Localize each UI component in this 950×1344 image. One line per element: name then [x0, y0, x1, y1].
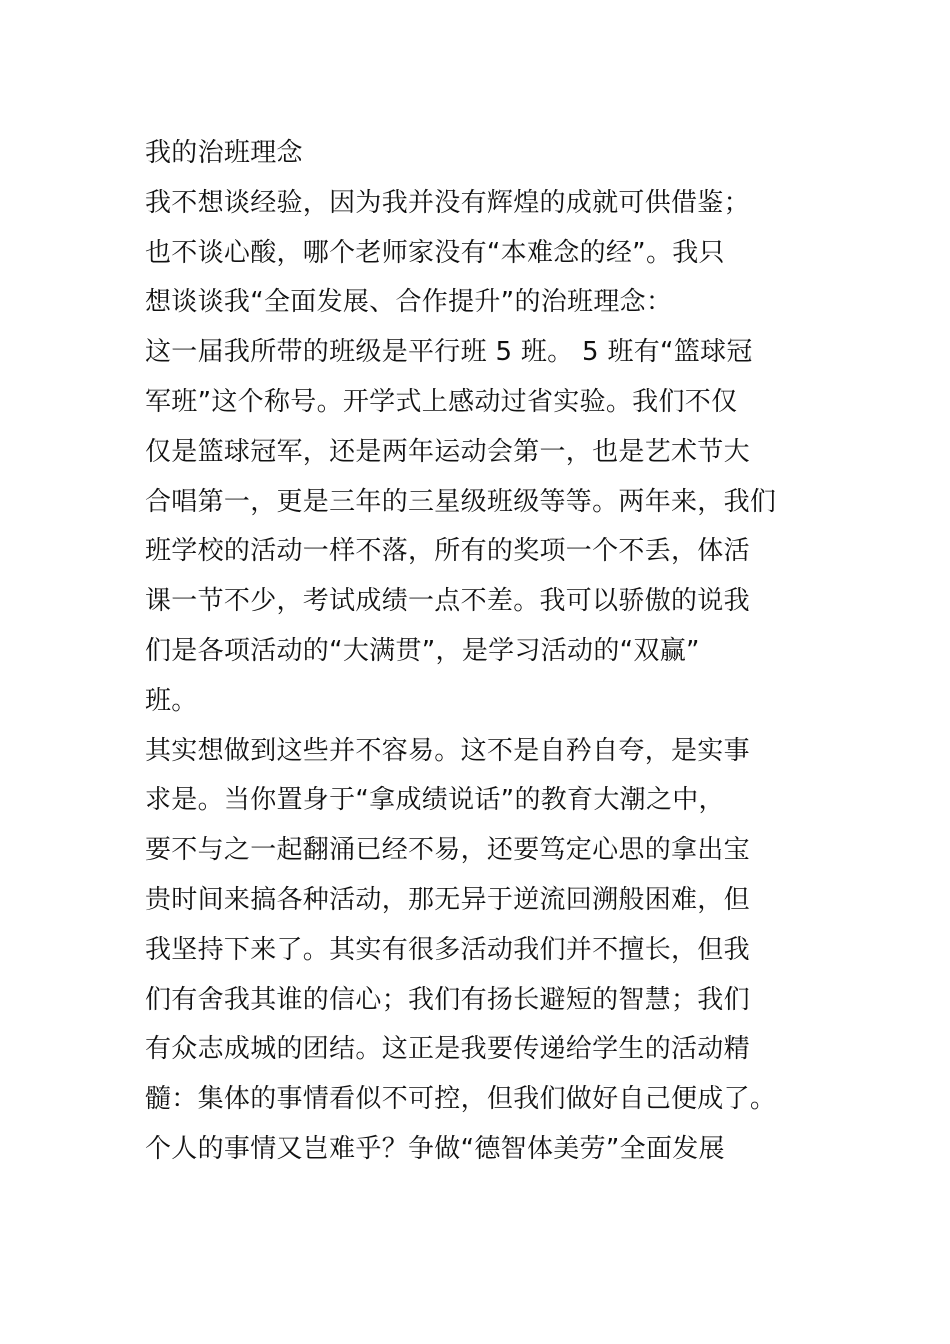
paragraph-line: 合唱第一，更是三年的三星级班级等等。两年来，我们	[145, 486, 777, 517]
paragraph-line: 班。	[145, 685, 198, 716]
paragraph-line: 们有舍我其谁的信心；我们有扬长避短的智慧；我们	[145, 984, 750, 1015]
paragraph-line: 其实想做到这些并不容易。这不是自矜自夸，是实事	[145, 735, 750, 766]
paragraph-line: 们是各项活动的“大满贯”，是学习活动的“双赢”	[145, 635, 700, 666]
document-body	[145, 129, 809, 1175]
paragraph-line: 课一节不少，考试成绩一点不差。我可以骄傲的说我	[145, 586, 750, 617]
paragraph-line: 军班”这个称号。开学式上感动过省实验。我们不仅	[145, 386, 738, 417]
paragraph-line: 要不与之一起翻涌已经不易，还要笃定心思的拿出宝	[145, 835, 750, 866]
paragraph-line: 个人的事情又岂难乎？争做“德智体美劳”全面发展	[145, 1133, 725, 1164]
paragraph-line: 这一届我所带的班级是平行班 5 班。 5 班有“篮球冠	[145, 337, 753, 368]
paragraph-line: 有众志成城的团结。这正是我要传递给学生的活动精	[145, 1034, 750, 1065]
paragraph-line: 仅是篮球冠军，还是两年运动会第一，也是艺术节大	[145, 436, 750, 467]
paragraph-line: 想谈谈我“全面发展、合作提升”的治班理念：	[145, 287, 673, 318]
paragraph-line: 髓：集体的事情看似不可控，但我们做好自己便成了。	[145, 1084, 777, 1115]
paragraph-line: 也不谈心酸，哪个老师家没有“本难念的经”。我只	[145, 237, 725, 268]
document-title: 我的治班理念	[145, 138, 303, 168]
paragraph-line: 求是。当你置身于“拿成绩说话”的教育大潮之中，	[145, 785, 725, 816]
paragraph-line: 我坚持下来了。其实有很多活动我们并不擅长，但我	[145, 934, 750, 965]
paragraph-line: 贵时间来搞各种活动，那无异于逆流回溯般困难，但	[145, 884, 750, 915]
paragraph-line: 我不想谈经验，因为我并没有辉煌的成就可供借鉴；	[145, 187, 750, 218]
paragraph-line: 班学校的活动一样不落，所有的奖项一个不丢，体活	[145, 536, 750, 567]
